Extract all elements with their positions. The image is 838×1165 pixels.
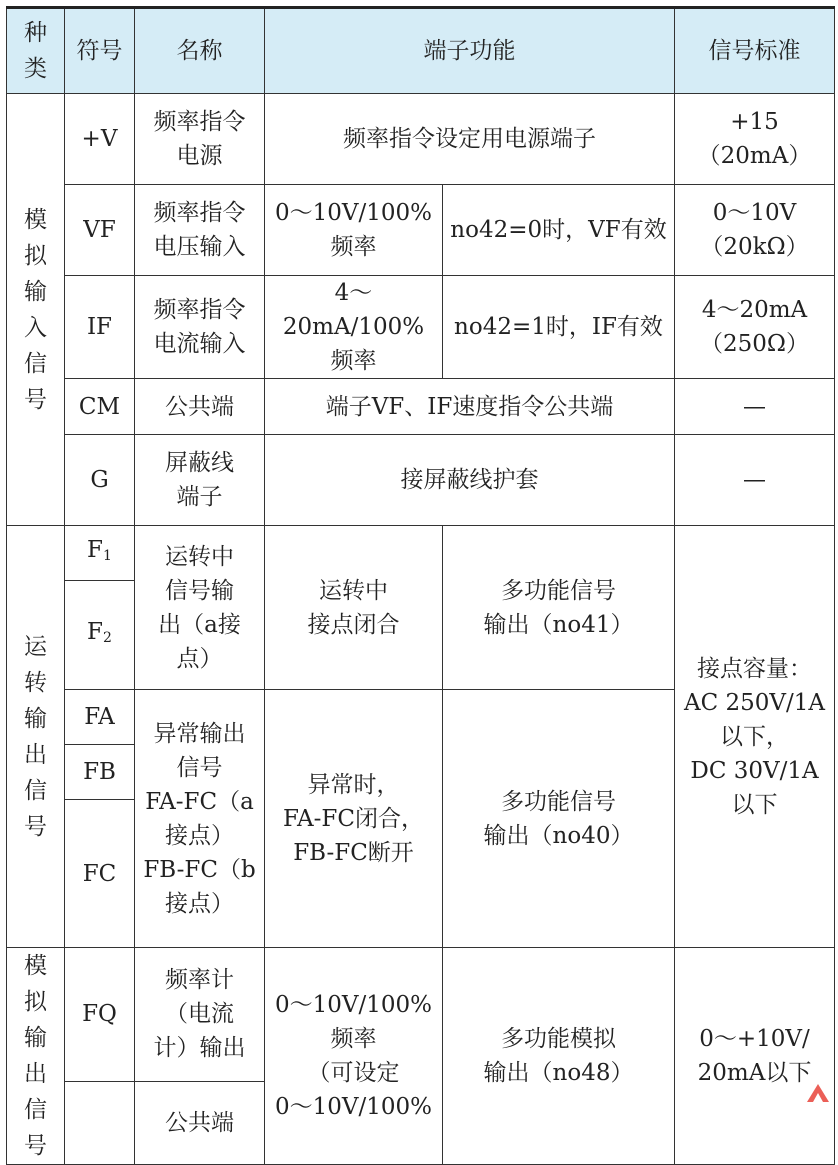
category-run-output: 运转输出信号 (7, 526, 65, 948)
header-row (7, 8, 835, 94)
symbol-cell: VF (65, 185, 135, 276)
function-range-cell: 4～20mA/100% 频率 (265, 276, 443, 379)
symbol-cell (65, 1081, 135, 1164)
function-cell: 频率指令设定用电源端子 (265, 94, 675, 185)
header-signal: 信号标准 (675, 8, 835, 94)
header-category: 种类 (7, 8, 65, 94)
signal-cell: 0～+10V/ 20mA以下 (675, 948, 835, 1165)
header-function: 端子功能 (265, 8, 675, 94)
table-row (7, 948, 835, 1082)
terminal-spec-table (6, 6, 835, 1165)
signal-cell: — (675, 435, 835, 526)
name-cell: 运转中 信号输 出（a接 点） (135, 526, 265, 690)
symbol-cell: G (65, 435, 135, 526)
logo-mark-icon (804, 1080, 832, 1106)
symbol-cell: FA (65, 690, 135, 745)
function-cell: 端子VF、IF速度指令公共端 (265, 379, 675, 435)
signal-cell: 接点容量： AC 250V/1A 以下， DC 30V/1A 以下 (675, 526, 835, 948)
function-condition-cell: no42=1时，IF有效 (443, 276, 675, 379)
signal-cell: 4～20mA （250Ω） (675, 276, 835, 379)
name-cell: 频率指令 电压输入 (135, 185, 265, 276)
name-cell: 频率计 （电流 计）输出 (135, 948, 265, 1082)
symbol-cell: FB (65, 745, 135, 800)
function-output-cell: 多功能信号 输出（no41） (443, 526, 675, 690)
table-row (7, 435, 835, 526)
header-name: 名称 (135, 8, 265, 94)
symbol-cell: $F_1$ (65, 526, 135, 581)
header-symbol: 符号 (65, 8, 135, 94)
name-cell: 异常输出 信号 FA-FC（a 接点） FB-FC（b 接点） (135, 690, 265, 948)
name-cell: 公共端 (135, 379, 265, 435)
function-condition-cell: no42=0时，VF有效 (443, 185, 675, 276)
function-range-cell: 0～10V/100% 频率 (265, 185, 443, 276)
table-row (7, 94, 835, 185)
category-analog-input: 模拟输入信号 (7, 94, 65, 526)
name-cell: 频率指令 电流输入 (135, 276, 265, 379)
symbol-cell: +V (65, 94, 135, 185)
name-cell: 屏蔽线 端子 (135, 435, 265, 526)
signal-cell: +15 （20mA） (675, 94, 835, 185)
table-row (7, 379, 835, 435)
function-cell: 异常时， FA-FC闭合， FB-FC断开 (265, 690, 443, 948)
symbol-cell: $F_2$ (65, 581, 135, 690)
name-cell: 公共端 (135, 1081, 265, 1164)
function-cell: 运转中 接点闭合 (265, 526, 443, 690)
category-analog-output: 模拟输出信号 (7, 948, 65, 1165)
function-output-cell: 多功能模拟 输出（no48） (443, 948, 675, 1165)
signal-cell: — (675, 379, 835, 435)
symbol-cell: FC (65, 800, 135, 948)
name-cell: 频率指令 电源 (135, 94, 265, 185)
signal-cell: 0～10V （20kΩ） (675, 185, 835, 276)
function-cell: 0～10V/100% 频率 （可设定 0～10V/100% (265, 948, 443, 1165)
function-output-cell: 多功能信号 输出（no40） (443, 690, 675, 948)
symbol-cell: IF (65, 276, 135, 379)
table-row (7, 185, 835, 276)
function-cell: 接屏蔽线护套 (265, 435, 675, 526)
table-row (7, 526, 835, 581)
table-row (7, 276, 835, 379)
symbol-cell: FQ (65, 948, 135, 1082)
symbol-cell: CM (65, 379, 135, 435)
